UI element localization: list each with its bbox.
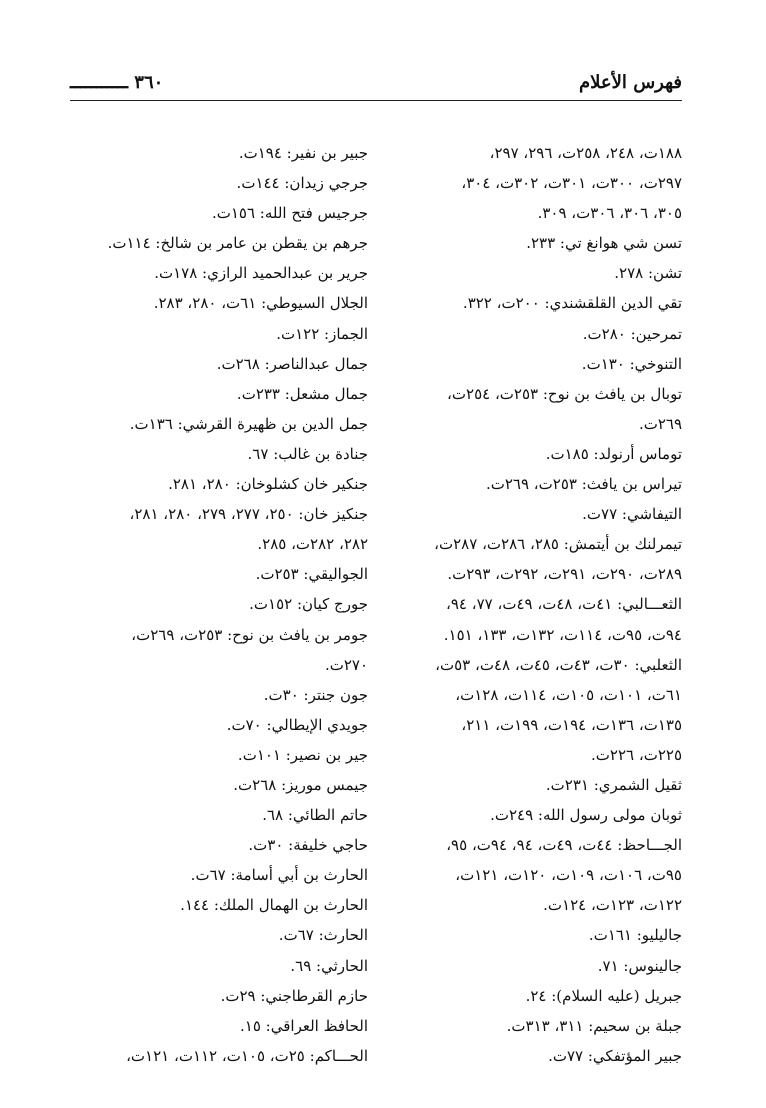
index-entry-line: تيراس بن يافث: ٢٥٣ت، ٢٦٩ت. <box>485 475 682 494</box>
index-entry-line: جمال عبدالناصر: ٢٦٨ت. <box>216 354 368 373</box>
index-entry-line: الجلال السيوطي: ٦١ت، ٢٨٠، ٢٨٣. <box>153 294 368 313</box>
index-entry-line: ٩٤ت، ٩٥ت، ١١٤ت، ١٣٢ت، ١٣٣، ١٥١. <box>443 625 682 644</box>
index-entry-line: جنادة بن غالب: ٦٧. <box>247 444 368 463</box>
index-entry-line: ٢٧٠ت. <box>324 655 368 674</box>
index-entry-line: ٢٩٧ت، ٣٠٠ت، ٣٠١ت، ٣٠٢ت، ٣٠٤، <box>461 174 682 193</box>
index-entry-line: الجـــاحظ: ٤٤ت، ٤٩ت، ٩٤، ٩٤ت، ٩٥، <box>446 836 682 855</box>
index-entry-line: ٩٥ت، ١٠٦ت، ١٠٩ت، ١٢٠ت، ١٢١ت، <box>455 866 682 885</box>
index-entry-line: جويدي الإيطالي: ٧٠ت. <box>226 715 368 734</box>
index-entry-line: ثقيل الشمري: ٢٣١ت. <box>545 775 682 794</box>
index-entry-line: ٣٠٥، ٣٠٦، ٣٠٦ت، ٣٠٩. <box>537 204 682 223</box>
index-entry-line: ٢٨٩ت، ٢٩٠ت، ٢٩١ت، ٢٩٢ت، ٢٩٣ت. <box>447 565 682 584</box>
index-entry-line: تيمرلنك بن أيتمش: ٢٨٥، ٢٨٦ت، ٢٨٧ت، <box>434 535 682 554</box>
header-rule <box>70 100 682 101</box>
index-entry-line: توبال بن يافث بن نوح: ٢٥٣ت، ٢٥٤ت، <box>447 384 682 403</box>
index-entry-line: جومر بن يافث بن نوح: ٢٥٣ت، ٢٦٩ت، <box>131 625 368 644</box>
index-entry-line: جبريل (عليه السلام): ٢٤. <box>525 986 682 1005</box>
index-entry-line: ١٣٥ت، ١٣٦ت، ١٩٤ت، ١٩٩ت، ٢١١، <box>461 715 682 734</box>
index-column-right <box>408 138 682 1071</box>
index-entry-line: الثعـــالبي: ٤١ت، ٤٨ت، ٤٩ت، ٧٧، ٩٤، <box>446 595 682 614</box>
index-entry-line: توماس أرنولد: ١٨٥ت. <box>545 444 682 463</box>
page-header <box>70 72 682 102</box>
index-entry-line: الجماز: ١٢٢ت. <box>276 324 368 343</box>
index-entry-line: جرهم بن يقطن بن عامر بن شالخ: ١١٤ت. <box>107 234 368 253</box>
page-number: ٣٦٠ ـــــــــــ <box>70 72 164 93</box>
index-entry-line: ٢٦٩ت. <box>638 414 682 433</box>
index-entry-line: ثوبان مولى رسول الله: ٢٤٩ت. <box>490 806 682 825</box>
index-entry-line: الحارث بن أبي أسامة: ٦٧ت. <box>190 866 368 885</box>
index-entry-line: الثعلبي: ٣٠ت، ٤٣ت، ٤٥ت، ٤٨ت، ٥٣ت، <box>435 655 682 674</box>
index-entry-line: جرجي زيدان: ١٤٤ت. <box>236 174 368 193</box>
index-entry-line: الحارث: ٦٧ت. <box>278 926 368 945</box>
index-entry-line: التيفاشي: ٧٧ت. <box>582 505 682 524</box>
index-entry-line: حاتم الطائي: ٦٨. <box>262 806 368 825</box>
index-column-left <box>88 138 368 1071</box>
index-entry-line: الحارثي: ٦٩. <box>290 956 368 975</box>
index-entry-line: جورج كيان: ١٥٢ت. <box>249 595 368 614</box>
index-entry-line: جير بن نصير: ١٠١ت. <box>237 745 368 764</box>
index-entry-line: جبير المؤتفكي: ٧٧ت. <box>548 1046 682 1065</box>
index-entry-line: حاجي خليفة: ٣٠ت. <box>248 836 368 855</box>
index-entry-line: تمرحين: ٢٨٠ت. <box>582 324 682 343</box>
index-entry-line: جمل الدين بن ظهيرة القرشي: ١٣٦ت. <box>129 414 368 433</box>
index-entry-line: ٢٢٥ت، ٢٢٦ت. <box>591 745 682 764</box>
index-entry-line: جنكير خان كشلوخان: ٢٨٠، ٢٨١. <box>168 475 368 494</box>
index-entry-line: حازم القرطاجني: ٢٩ت. <box>220 986 368 1005</box>
index-entry-line: جنكيز خان: ٢٥٠، ٢٧٧، ٢٧٩، ٢٨٠، ٢٨١، <box>129 505 368 524</box>
index-entry-line: جيمس موريز: ٢٦٨ت. <box>233 775 368 794</box>
index-entry-line: الجواليقي: ٢٥٣ت. <box>255 565 368 584</box>
index-entry-line: جون جنتر: ٣٠ت. <box>263 685 368 704</box>
index-entry-line: جاليليو: ١٦١ت. <box>588 926 682 945</box>
index-entry-line: جمال مشعل: ٢٣٣ت. <box>236 384 368 403</box>
index-entry-line: الحارث بن الهمال الملك: ١٤٤. <box>180 896 368 915</box>
page-title: فهرس الأعلام <box>579 72 682 93</box>
index-entry-line: ١٢٢ت، ١٢٣ت، ١٢٤ت. <box>543 896 682 915</box>
index-entry-line: جالينوس: ٧١. <box>597 956 682 975</box>
index-entry-line: الحـــاكم: ٢٥ت، ١٠٥ت، ١١٢ت، ١٢١ت، <box>126 1046 368 1065</box>
index-entry-line: تشن: ٢٧٨. <box>614 264 682 283</box>
index-entry-line: تسن شي هوانغ تي: ٢٣٣. <box>526 234 682 253</box>
index-entry-line: تقي الدين القلقشندي: ٢٠٠ت، ٣٢٢. <box>462 294 682 313</box>
index-entry-line: ٦١ت، ١٠١ت، ١٠٥ت، ١١٤ت، ١٢٨ت، <box>455 685 682 704</box>
index-entry-line: جرير بن عبدالحميد الرازي: ١٧٨ت. <box>154 264 368 283</box>
index-entry-line: التنوخي: ١٣٠ت. <box>581 354 682 373</box>
index-entry-line: جبير بن نفير: ١٩٤ت. <box>238 144 368 162</box>
index-entry-line: ٢٨٢، ٢٨٢ت، ٢٨٥. <box>257 535 368 554</box>
index-entry-line: الحافظ العراقي: ١٥. <box>240 1016 368 1035</box>
index-entry-line: جبلة بن سحيم: ٣١١، ٣١٣ت. <box>506 1016 682 1035</box>
index-entry-line: ١٨٨ت، ٢٤٨، ٢٥٨ت، ٢٩٦، ٢٩٧، <box>489 144 682 162</box>
index-entry-line: جرجيس فتح الله: ١٥٦ت. <box>211 204 368 223</box>
